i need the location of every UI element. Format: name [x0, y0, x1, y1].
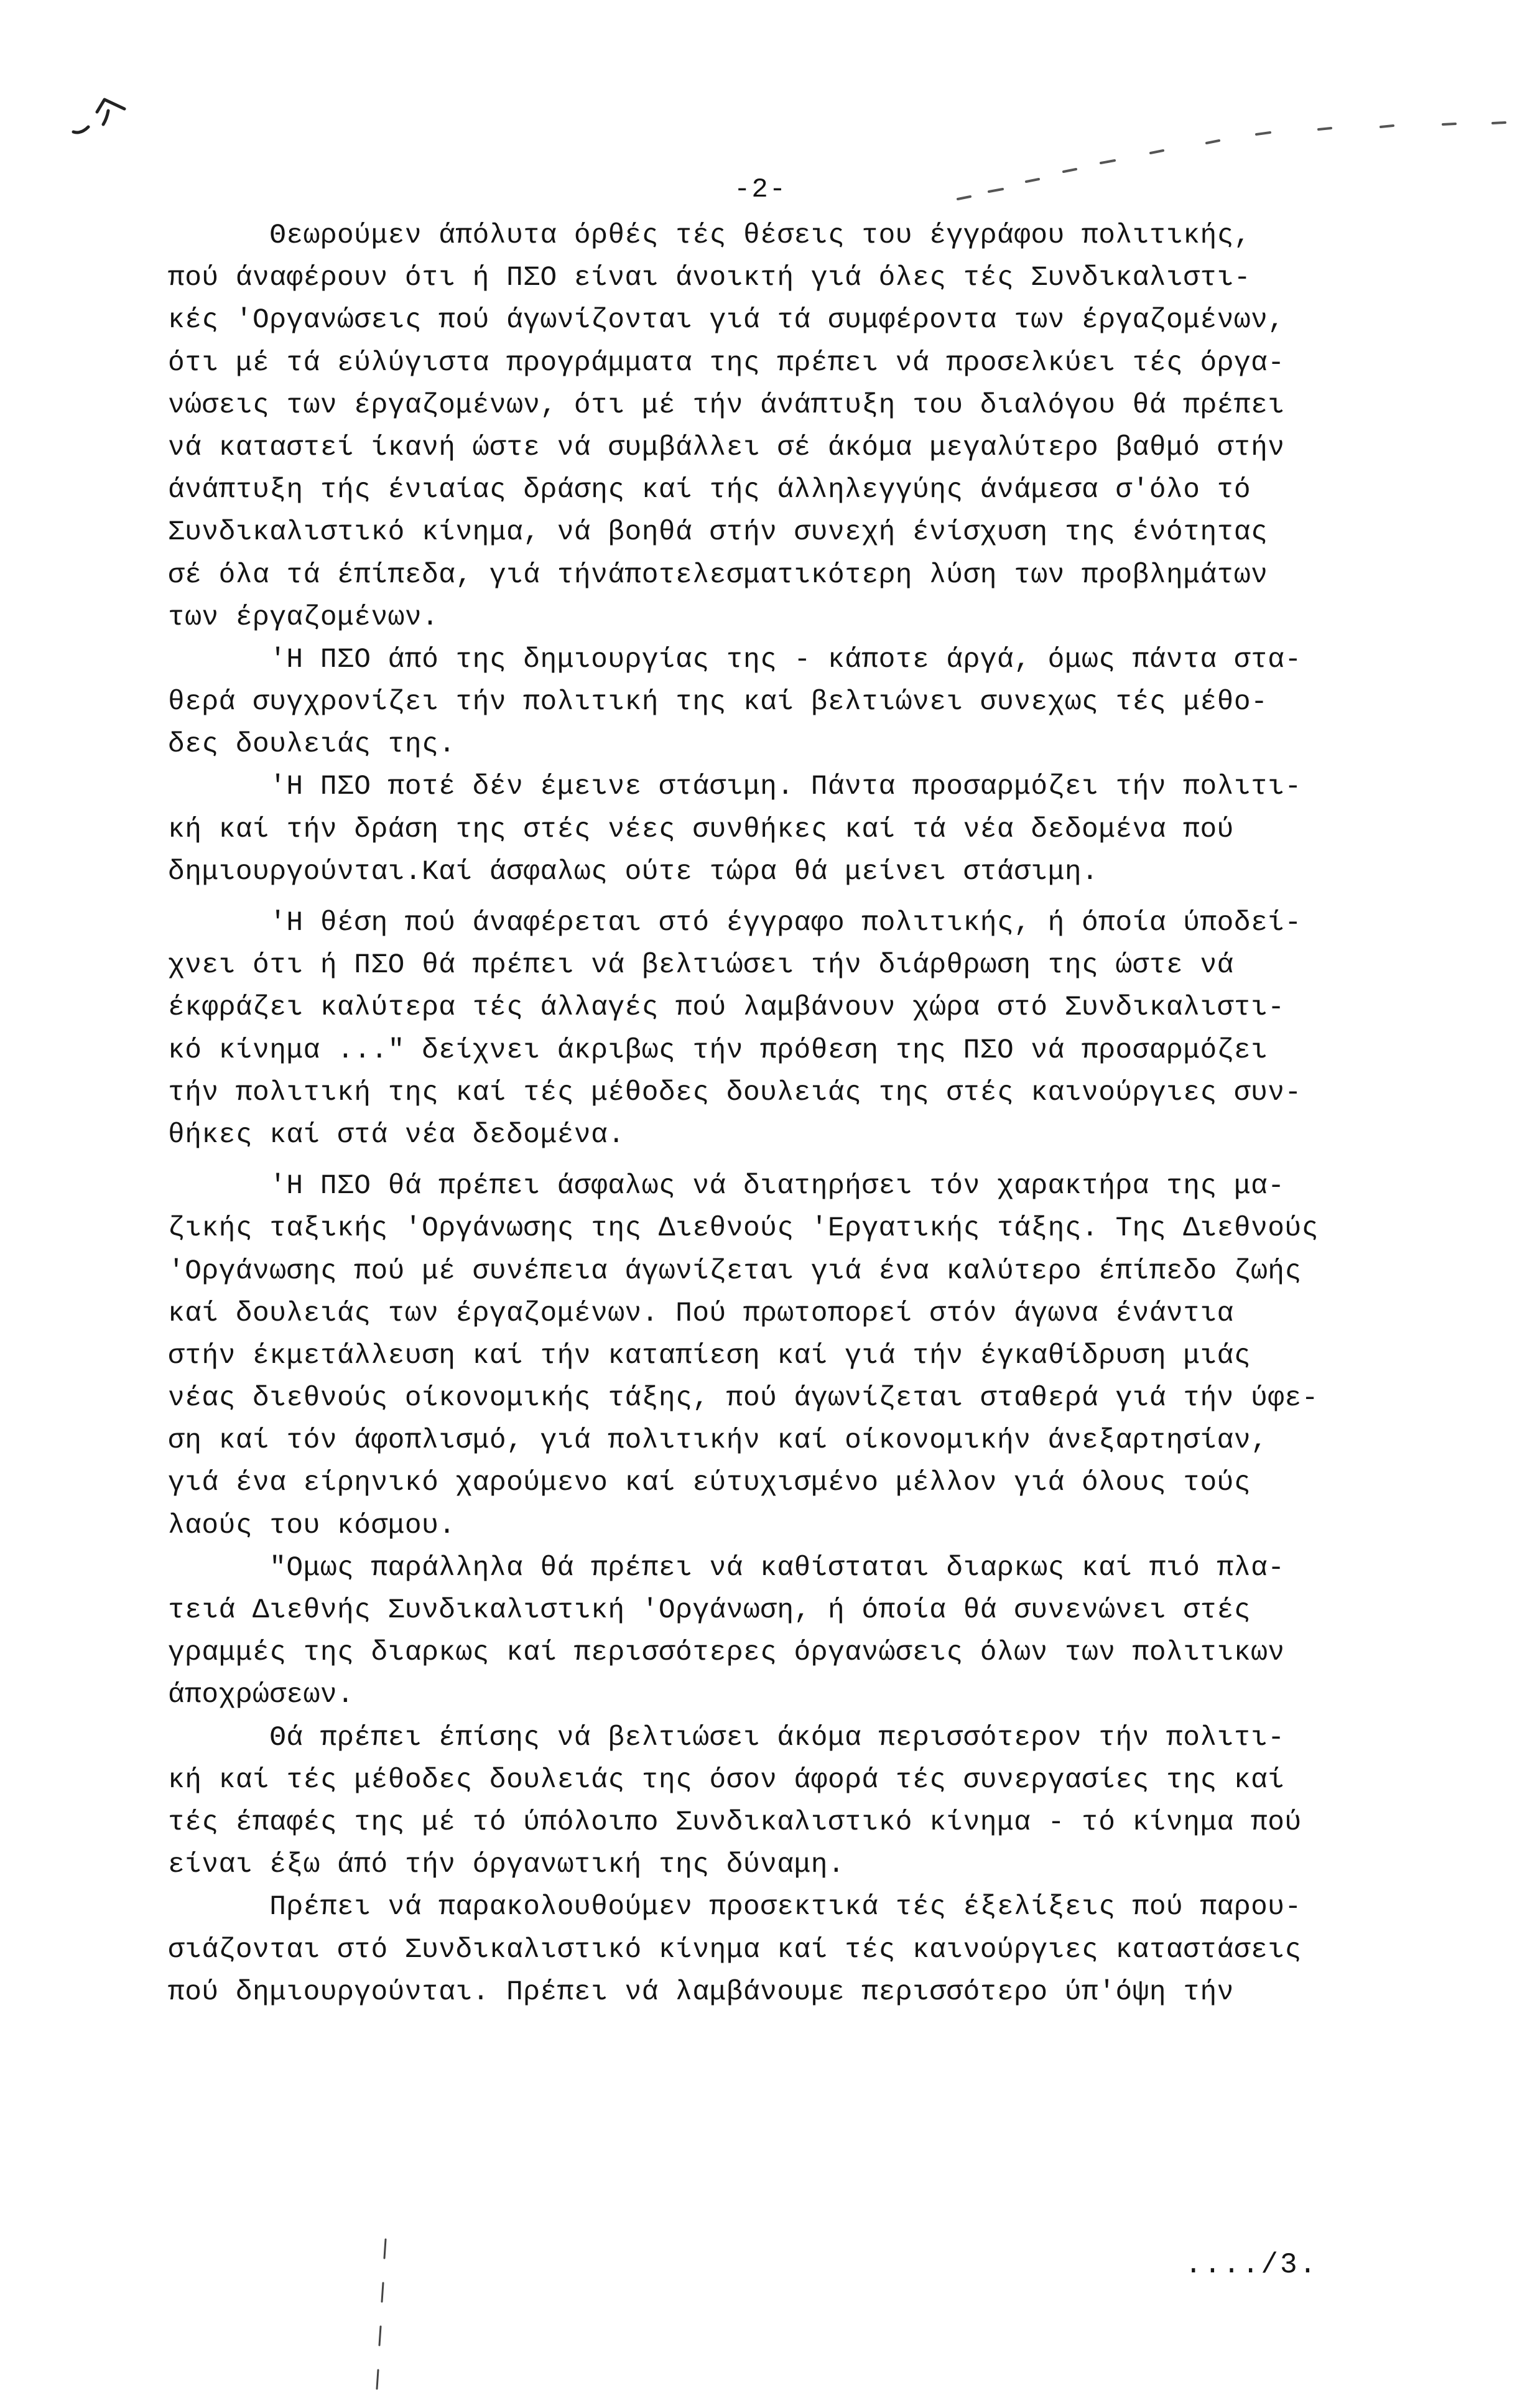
text-line: κές 'Οργανώσεις πού άγωνίζονται γιά τά συμφέροντα των έργαζομένων,: [168, 305, 1285, 337]
text-line: γιά ένα είρηνικό χαρούμενο καί εύτυχισμένο μέλλον γιά όλους τούς: [168, 1467, 1251, 1499]
text-line: στήν έκμετάλλευση καί τήν καταπίεση καί γιά τήν έγκαθίδρυση μιάς: [168, 1340, 1251, 1372]
paragraph-gap: [168, 1156, 1449, 1165]
text-line: πού δημιουργούνται. Πρέπει νά λαμβάνουμε περισσότερο ύπ'όψη τήν: [168, 1976, 1234, 2008]
text-line: σιάζονται στό Συνδικαλιστικό κίνημα καί τές καινούργιες καταστάσεις: [168, 1934, 1302, 1966]
text-line: νέας διεθνούς οίκονομικής τάξης, πού άγωνίζεται σταθερά γιά τήν ύφε-: [168, 1383, 1319, 1415]
continuation-marker: ..../3.: [1185, 2249, 1319, 2281]
stray-dash-marks: [945, 112, 1530, 212]
text-line: κή καί τές μέθοδες δουλειάς της όσον άφορά τές συνεργασίες της καί: [168, 1764, 1285, 1796]
text-line: σέ όλα τά έπίπεδα, γιά τήνάποτελεσματικότερη λύση των προβλημάτων: [168, 559, 1268, 591]
text-line: Πρέπει νά παρακολουθούμεν προσεκτικά τές έξελίξεις πού παρου-: [168, 1892, 1302, 1923]
text-line: Συνδικαλιστικό κίνημα, νά βοηθά στήν συνεχή ένίσχυση της ένότητας: [168, 517, 1268, 549]
text-line: είναι έξω άπό τήν όργανωτική της δύναμη.: [168, 1849, 845, 1881]
text-line: θερά συγχρονίζει τήν πολιτική της καί βελτιώνει συνεχως τές μέθο-: [168, 687, 1268, 718]
handwritten-tick-mark: [67, 75, 154, 143]
text-line: ότι μέ τά εύλύγιστα προγράμματα της πρέπει νά προσελκύει τές όργα-: [168, 347, 1285, 379]
text-line: γραμμές της διαρκως καί περισσότερες όργανώσεις όλων των πολιτικων: [168, 1637, 1285, 1669]
text-line: θήκες καί στά νέα δεδομένα.: [168, 1119, 625, 1151]
text-line: νώσεις των έργαζομένων, ότι μέ τήν άνάπτυξη του διαλόγου θά πρέπει: [168, 389, 1285, 421]
text-line: δημιουργούνται.Καί άσφαλως ούτε τώρα θά μείνει στάσιμη.: [168, 856, 1099, 888]
text-line: 'Η ΠΣΟ θά πρέπει άσφαλως νά διατηρήσει τόν χαρακτήρα της μα-: [168, 1171, 1285, 1202]
text-line: "Ομως παράλληλα θά πρέπει νά καθίσταται διαρκως καί πιό πλα-: [168, 1552, 1285, 1584]
text-line: των έργαζομένων.: [168, 602, 439, 633]
text-line: τειά Διεθνής Συνδικαλιστική 'Οργάνωση, ή όποία θά συνενώνει στές: [168, 1595, 1251, 1626]
text-line: άνάπτυξη τής ένιαίας δράσης καί τής άλληλεγγύης άνάμεσα σ'όλο τό: [168, 475, 1251, 506]
text-line: τές έπαφές της μέ τό ύπόλοιπο Συνδικαλιστικό κίνημα - τό κίνημα πού: [168, 1806, 1302, 1838]
text-line: δες δουλειάς της.: [168, 729, 456, 761]
text-line: Θεωρούμεν άπόλυτα όρθές τές θέσεις του έγγράφου πολιτικής,: [168, 220, 1251, 251]
page-number: -2-: [734, 174, 787, 205]
text-line: κή καί τήν δράση της στές νέες συνθήκες καί τά νέα δεδομένα πού: [168, 814, 1234, 845]
letter-body: [168, 215, 1449, 2014]
text-line: 'Η ΠΣΟ ποτέ δέν έμεινε στάσιμη. Πάντα προσαρμόζει τήν πολιτι-: [168, 771, 1302, 803]
text-line: έκφράζει καλύτερα τές άλλαγές πού λαμβάνουν χώρα στό Συνδικαλιστι-: [168, 992, 1285, 1024]
text-line: ζικής ταξικής 'Οργάνωσης της Διεθνούς 'Εργατικής τάξης. Της Διεθνούς: [168, 1213, 1319, 1245]
text-line: άποχρώσεων.: [168, 1680, 355, 1711]
text-line: κό κίνημα ..." δείχνει άκριβως τήν πρόθεση της ΠΣΟ νά προσαρμόζει: [168, 1034, 1268, 1066]
text-line: πού άναφέρουν ότι ή ΠΣΟ είναι άνοικτή γιά όλες τές Συνδικαλιστι-: [168, 263, 1251, 294]
text-line: 'Η θέση πού άναφέρεται στό έγγραφο πολιτικής, ή όποία ύποδεί-: [168, 908, 1302, 939]
text-line: ση καί τόν άφοπλισμό, γιά πολιτικήν καί οίκονομικήν άνεξαρτησίαν,: [168, 1425, 1268, 1457]
scan-fold-line: [367, 2233, 392, 2408]
paragraph-gap: [168, 893, 1449, 902]
text-line: Θά πρέπει έπίσης νά βελτιώσει άκόμα περισσότερον τήν πολιτι-: [168, 1722, 1285, 1754]
text-line: 'Η ΠΣΟ άπό της δημιουργίας της - κάποτε άργά, όμως πάντα στα-: [168, 644, 1302, 676]
text-line: τήν πολιτική της καί τές μέθοδες δουλειάς της στές καινούργιες συν-: [168, 1077, 1302, 1109]
text-line: καί δουλειάς των έργαζομένων. Πού πρωτοπορεί στόν άγωνα ένάντια: [168, 1298, 1234, 1329]
text-line: νά καταστεί ίκανή ώστε νά συμβάλλει σέ άκόμα μεγαλύτερο βαθμό στήν: [168, 432, 1285, 463]
text-line: 'Οργάνωσης πού μέ συνέπεια άγωνίζεται γιά ένα καλύτερο έπίπεδο ζωής: [168, 1255, 1302, 1287]
text-line: χνει ότι ή ΠΣΟ θά πρέπει νά βελτιώσει τήν διάρθρωση της ώστε νά: [168, 950, 1234, 982]
text-line: λαούς του κόσμου.: [168, 1510, 456, 1541]
